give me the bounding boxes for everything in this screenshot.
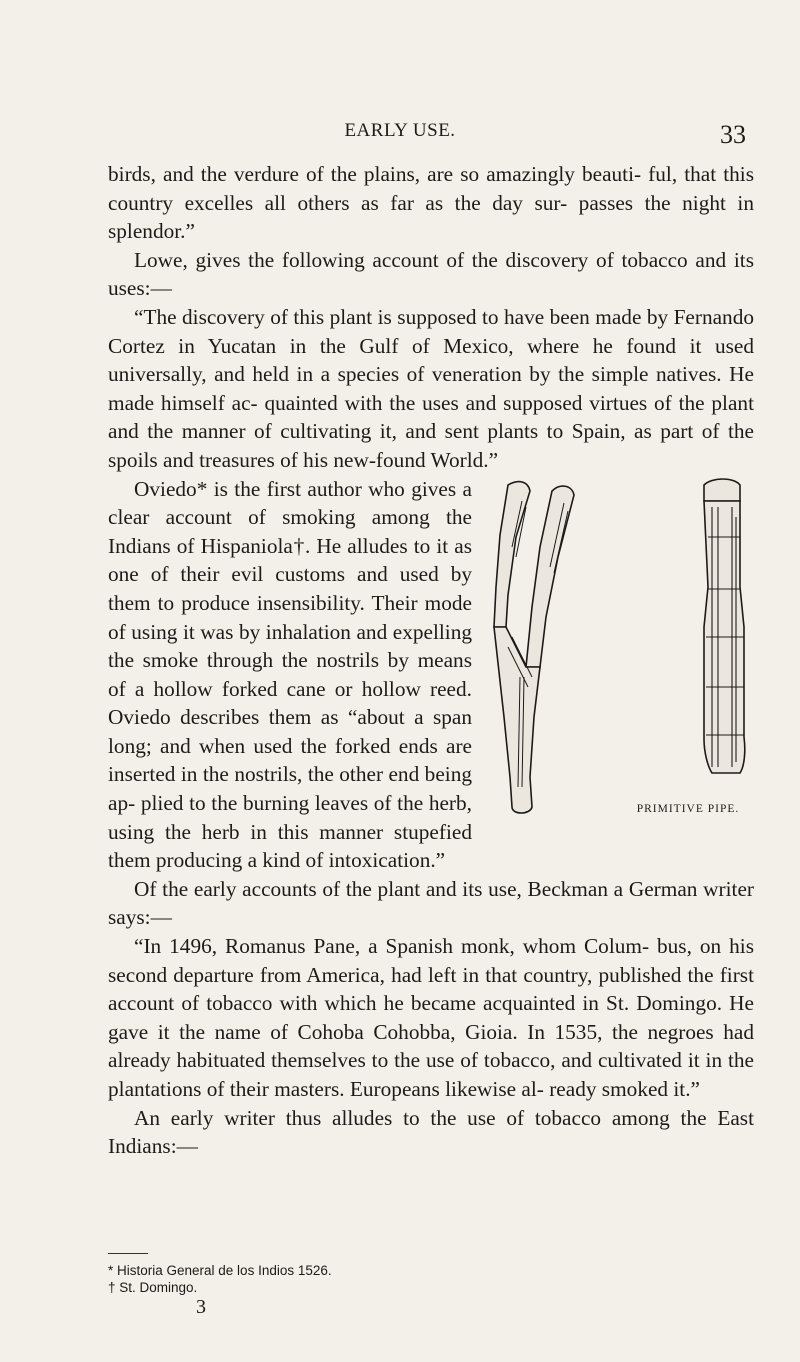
figure-caption: PRIMITIVE PIPE. bbox=[636, 802, 740, 815]
footnote-historia: * Historia General de los Indios 1526. bbox=[108, 1263, 332, 1278]
footnote-rule bbox=[108, 1253, 148, 1254]
paragraph-romanus-pane: “In 1496, Romanus Pane, a Spanish monk, whom Colum- bus, on his second departure from America, had left in that country, published the first account of tobacco with which he became acquainted in St. Domingo. He gave it the name of Cohoba Cohobba, Gioia. In 1535, the negroes had already habituated themselves to the use of tobacco, and cultivated it in the plantations of their masters. Europeans likewise al- ready smoked it.” bbox=[108, 934, 754, 1101]
forked-cane-pipe-illustration bbox=[482, 477, 778, 819]
page-number: 33 bbox=[720, 120, 746, 149]
primitive-pipe-figure bbox=[482, 477, 778, 819]
paragraph-beckman: Of the early accounts of the plant and its use, Beckman a German writer says:— bbox=[108, 876, 754, 930]
footnotes bbox=[108, 1262, 708, 1296]
paragraph-birds: birds, and the verdure of the plains, are so amazingly beauti- ful, that this country excelles all others as far as the day sur- passes the night in splendor.” bbox=[108, 162, 754, 244]
paragraph-oviedo: Oviedo* is the first author who gives a clear account of smoking among the Indians of Hispaniola†. He alludes to it as one of their evil customs and used by them to produce insensibility. Their mode of using it was by inhalation and expelling the smoke through the nostrils by means of a hollow forked cane or hollow reed. Oviedo describes them as “about a span long; and when used the forked ends are inserted in the nostrils, the other end being ap- plied to the burning leaves of the herb, using the herb in this manner stupefied them producing a kind of intoxication.” bbox=[108, 476, 472, 873]
signature-mark: 3 bbox=[196, 1296, 206, 1318]
paragraph-cortez-quote: “The discovery of this plant is supposed to have been made by Fernando Cortez in Yucatan in the Gulf of Mexico, where he found it used universally, and held in a species of veneration by the simple natives. He made himself ac- quainted with the uses and supposed virtues of the plant and the manner of cultivating it, and sent plants to Spain, as part of the spoils and treasures of his new-found World.” bbox=[108, 304, 754, 472]
paragraph-lowe: Lowe, gives the following account of the discovery of tobacco and its uses:— bbox=[108, 247, 754, 301]
footnote-st-domingo: † St. Domingo. bbox=[108, 1280, 198, 1295]
pipe-straight-top bbox=[704, 479, 740, 501]
paragraph-east-indians: An early writer thus alludes to the use of tobacco among the East Indians:— bbox=[108, 1105, 754, 1159]
running-head: EARLY USE. bbox=[344, 120, 456, 141]
body-text bbox=[108, 160, 754, 1161]
pipe-right-prong bbox=[526, 486, 574, 667]
pipe-left-prong bbox=[494, 481, 530, 626]
